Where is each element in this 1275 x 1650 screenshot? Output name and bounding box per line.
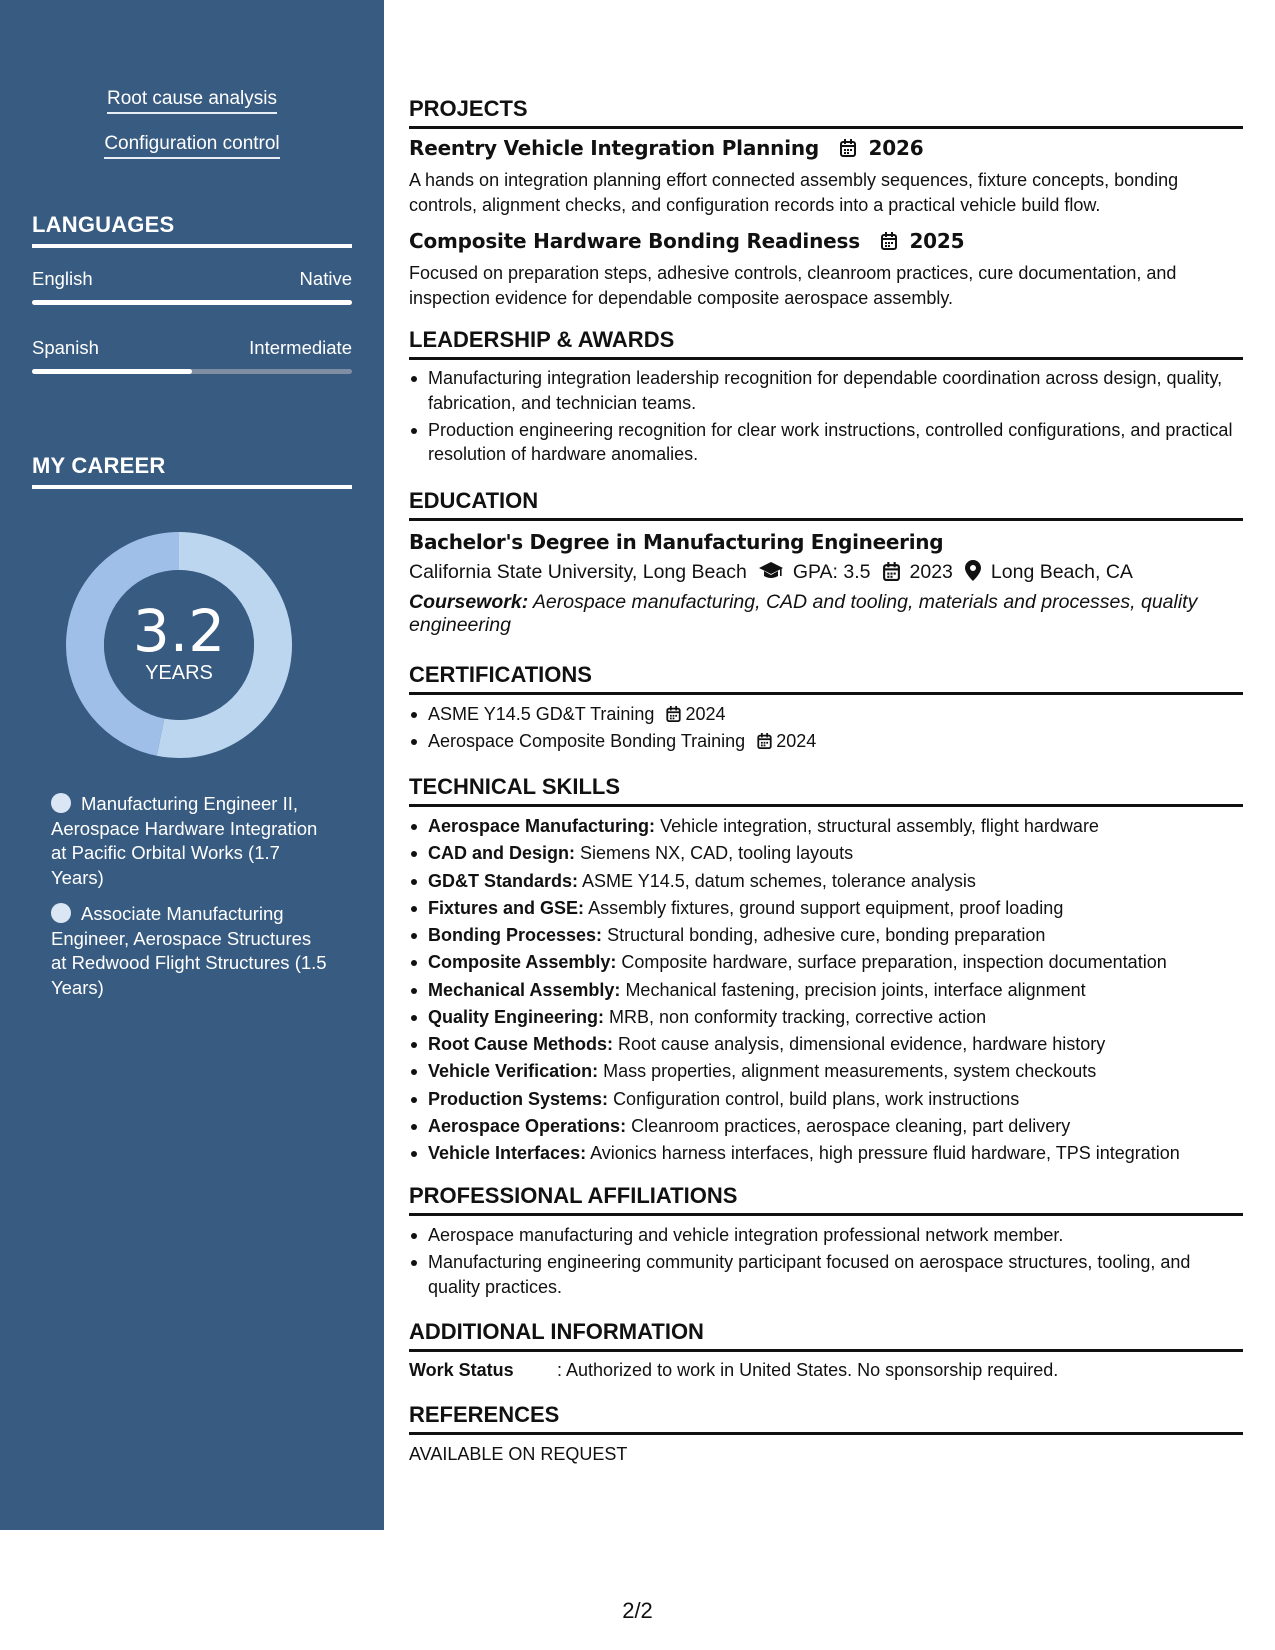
language-level: Native bbox=[299, 268, 352, 289]
skill-item: Vehicle Interfaces: Avionics harness interfaces, high pressure fluid hardware, TPS integration bbox=[409, 1141, 1243, 1166]
project-description: A hands on integration planning effort connected assembly sequences, fixture concepts, bonding controls, alignment checks, and configuration records into a practical vehicle build flow. bbox=[409, 170, 1179, 215]
list-item: ASME Y14.5 GD&T Training 2024 bbox=[409, 702, 1243, 727]
skill-item: Aerospace Manufacturing: Vehicle integration, structural assembly, flight hardware bbox=[409, 814, 1243, 839]
skill-item: Mechanical Assembly: Mechanical fastening, precision joints, interface alignment bbox=[409, 978, 1243, 1003]
list-item: Manufacturing integration leadership recognition for dependable coordination across design, quality, fabrication, and technician teams. bbox=[409, 366, 1243, 415]
calendar-icon bbox=[840, 139, 856, 157]
references-text: AVAILABLE ON REQUEST bbox=[409, 1444, 628, 1464]
education-gpa: GPA: 3.5 bbox=[792, 561, 871, 583]
career-item: Associate Manufacturing Engineer, Aerospace Structures at Redwood Flight Structures (1.5 Years) bbox=[51, 903, 327, 998]
coursework-text: Aerospace manufacturing, CAD and tooling, materials and processes, quality engineering bbox=[409, 591, 1198, 636]
skill-item: Quality Engineering: MRB, non conformity tracking, corrective action bbox=[409, 1005, 1243, 1030]
career-years-unit: YEARS bbox=[145, 662, 213, 684]
project-description: Focused on preparation steps, adhesive controls, cleanroom practices, cure documentation, and inspection evidence for dependable composite aerospace assembly. bbox=[409, 263, 1177, 308]
skill-item: Root Cause Methods: Root cause analysis, dimensional evidence, hardware history bbox=[409, 1032, 1243, 1057]
language-proficiency-fill bbox=[32, 369, 192, 374]
career-item: Manufacturing Engineer II, Aerospace Hardware Integration at Pacific Orbital Works (1.7 Years) bbox=[51, 793, 318, 888]
project-year: 2026 bbox=[868, 136, 924, 160]
certifications-heading: CERTIFICATIONS bbox=[409, 662, 1243, 695]
work-status-label: Work Status bbox=[409, 1360, 514, 1380]
language-proficiency-bar bbox=[32, 300, 352, 305]
skill-item: Composite Assembly: Composite hardware, surface preparation, inspection documentation bbox=[409, 950, 1243, 975]
work-status-value: : Authorized to work in United States. No sponsorship required. bbox=[557, 1360, 1059, 1380]
list-item: Production engineering recognition for clear work instructions, controlled configurations, and practical resolution of hardware anomalies. bbox=[409, 418, 1243, 467]
affiliations-list bbox=[409, 1223, 1243, 1302]
calendar-icon bbox=[881, 232, 897, 250]
language-proficiency-bar bbox=[32, 369, 352, 374]
skill-item: GD&T Standards: ASME Y14.5, datum schemes, tolerance analysis bbox=[409, 869, 1243, 894]
education-school: California State University, Long Beach bbox=[409, 561, 747, 583]
graduation-cap-icon bbox=[759, 561, 783, 581]
project-title: Composite Hardware Bonding Readiness 2025 bbox=[409, 229, 965, 253]
calendar-icon bbox=[666, 706, 681, 722]
skill-item: Fixtures and GSE: Assembly fixtures, ground support equipment, proof loading bbox=[409, 896, 1243, 921]
calendar-icon bbox=[883, 562, 900, 581]
list-item: Aerospace manufacturing and vehicle integration professional network member. bbox=[409, 1223, 1243, 1248]
language-proficiency-fill bbox=[32, 300, 352, 305]
skill-item: CAD and Design: Siemens NX, CAD, tooling layouts bbox=[409, 841, 1243, 866]
work-status-row bbox=[409, 1360, 1058, 1381]
language-level: Intermediate bbox=[249, 337, 352, 358]
skill-item[interactable]: Configuration control bbox=[0, 133, 384, 155]
leadership-list bbox=[409, 366, 1243, 469]
career-years-label bbox=[66, 597, 292, 685]
skill-item: Production Systems: Configuration control, build plans, work instructions bbox=[409, 1087, 1243, 1112]
language-name: Spanish bbox=[32, 337, 99, 358]
affiliations-heading: PROFESSIONAL AFFILIATIONS bbox=[409, 1183, 1243, 1216]
list-item: Manufacturing engineering community participant focused on aerospace structures, tooling, and quality practices. bbox=[409, 1250, 1243, 1299]
language-row bbox=[32, 337, 352, 359]
language-name: English bbox=[32, 268, 93, 289]
career-years-value: 3.2 bbox=[132, 597, 226, 665]
skill-item: Bonding Processes: Structural bonding, adhesive cure, bonding preparation bbox=[409, 923, 1243, 948]
education-heading: EDUCATION bbox=[409, 488, 1243, 521]
language-row bbox=[32, 268, 352, 290]
certifications-list bbox=[409, 702, 1243, 756]
education-degree: Bachelor's Degree in Manufacturing Engineering bbox=[409, 530, 944, 554]
project-year: 2025 bbox=[909, 229, 965, 253]
coursework-label: Coursework: bbox=[409, 591, 529, 613]
page-number: 2/2 bbox=[622, 1598, 653, 1623]
calendar-icon bbox=[757, 733, 772, 749]
education-year: 2023 bbox=[909, 561, 953, 583]
location-pin-icon bbox=[965, 560, 981, 581]
technical-skills-list bbox=[409, 814, 1243, 1168]
references-heading: REFERENCES bbox=[409, 1402, 1243, 1435]
bullet-dot-icon bbox=[51, 903, 71, 923]
career-heading: MY CAREER bbox=[32, 453, 352, 489]
additional-info-heading: ADDITIONAL INFORMATION bbox=[409, 1319, 1243, 1352]
skill-item[interactable]: Root cause analysis bbox=[0, 88, 384, 110]
bullet-dot-icon bbox=[51, 793, 71, 813]
education-details bbox=[409, 560, 1133, 584]
project-title: Reentry Vehicle Integration Planning 2026 bbox=[409, 136, 924, 160]
education-coursework bbox=[409, 591, 1243, 637]
projects-heading: PROJECTS bbox=[409, 96, 1243, 129]
leadership-heading: LEADERSHIP & AWARDS bbox=[409, 327, 1243, 360]
list-item: Aerospace Composite Bonding Training 2024 bbox=[409, 729, 1243, 754]
sidebar bbox=[0, 0, 384, 1530]
education-location: Long Beach, CA bbox=[990, 561, 1133, 583]
skill-item: Vehicle Verification: Mass properties, alignment measurements, system checkouts bbox=[409, 1059, 1243, 1084]
languages-heading: LANGUAGES bbox=[32, 212, 352, 248]
skill-item: Aerospace Operations: Cleanroom practices, aerospace cleaning, part delivery bbox=[409, 1114, 1243, 1139]
technical-skills-heading: TECHNICAL SKILLS bbox=[409, 774, 1243, 807]
